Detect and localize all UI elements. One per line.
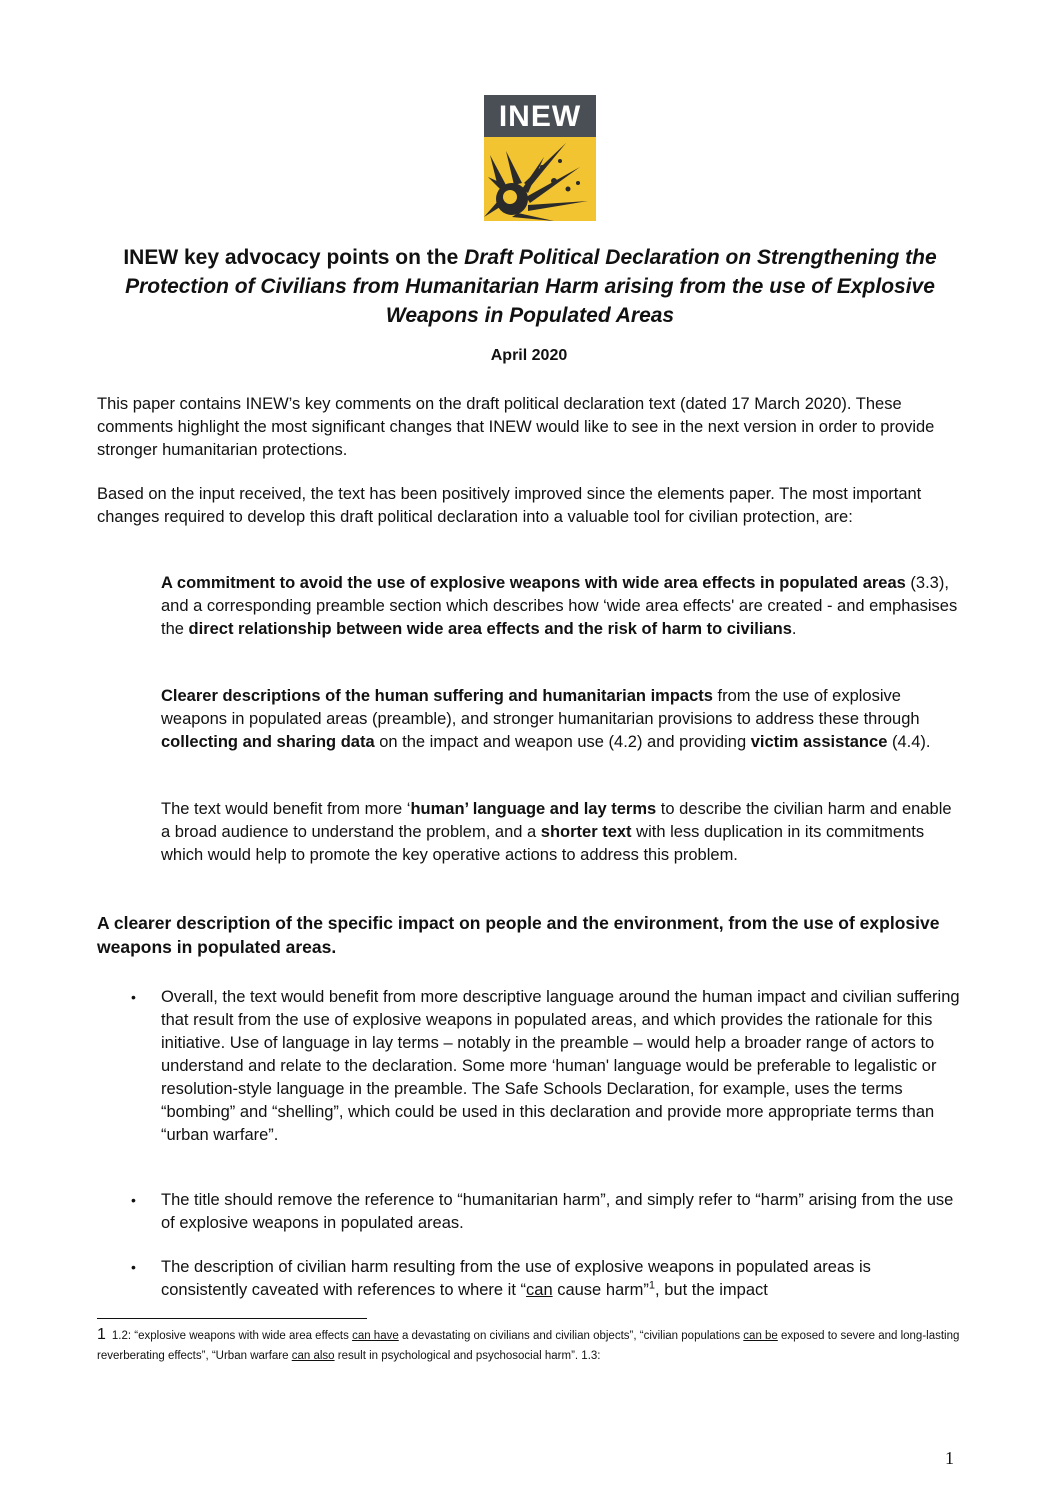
kp3-text-3: with less duplication in its commitments which would help to promote the key operative actions to address this problem. xyxy=(161,823,925,864)
kp2-bold-3: victim assistance xyxy=(750,733,888,751)
key-point-human-suffering xyxy=(161,685,961,754)
footnote xyxy=(97,1325,967,1366)
bullet-dot-icon: • xyxy=(131,1259,136,1275)
footnote-text-4: result in psychological and psychosocial harm”. 1.3: xyxy=(334,1350,601,1362)
logo-text: INEW xyxy=(484,95,596,137)
kp2-bold-2: collecting and sharing data xyxy=(161,733,375,751)
bullet-item xyxy=(131,1189,961,1235)
key-point-wide-area-effects xyxy=(161,572,961,641)
explosion-icon xyxy=(484,137,596,221)
page-number: 1 xyxy=(945,1448,954,1468)
footnote-text-1: 1.2: “explosive weapons with wide area effects xyxy=(111,1330,353,1342)
footnote-underline-1: can have xyxy=(352,1330,399,1342)
kp1-text-1: (3.3), and a corresponding preamble section which describes how ‘wide area effects' are created - and emphasises the xyxy=(161,574,958,638)
bullet-underline: can xyxy=(526,1281,553,1299)
title-part-1: INEW key advocacy points on the xyxy=(123,246,465,269)
document-title xyxy=(100,243,960,330)
bullet-item xyxy=(131,986,961,1147)
key-point-human-language xyxy=(161,798,961,867)
intro-paragraph-2: Based on the input received, the text has been positively improved since the elements paper. The most important changes required to develop this draft political declaration into a valuable tool for civilian protection, are: xyxy=(97,485,922,526)
kp2-text-2: on the impact and weapon use (4.2) and providing xyxy=(374,733,751,751)
bullet-text-3: , but the impact xyxy=(655,1281,768,1299)
bullet-dot-icon: • xyxy=(131,989,136,1005)
kp1-bold-2: direct relationship between wide area effects and the risk of harm to civilians xyxy=(188,620,792,638)
kp2-text-3: (4.4). xyxy=(887,733,931,751)
kp3-text-2: to describe the civilian harm and enable a broad audience to understand the problem, and a xyxy=(161,800,952,841)
bullet-text-1: The description of civilian harm resulting from the use of explosive weapons in populated areas is consistently caveated with references to where it “ xyxy=(161,1258,871,1299)
footnote-divider xyxy=(97,1318,367,1319)
bullet-item xyxy=(131,1256,961,1302)
document-date: April 2020 xyxy=(490,347,568,364)
bullet-text-2: cause harm” xyxy=(552,1281,649,1299)
kp3-bold-1: human’ language and lay terms xyxy=(410,800,657,818)
footnote-underline-3: can also xyxy=(291,1350,335,1362)
section-heading: A clearer description of the specific impact on people and the environment, from the use of explosive weapons in populated areas. xyxy=(97,913,940,957)
kp3-bold-2: shorter text xyxy=(540,823,632,841)
bullet-text: Overall, the text would benefit from more descriptive language around the human impact and civilian suffering that result from the use of explosive weapons in populated areas, and which provides the rationale for this initiative. Use of language in lay terms – notably in the preamble – would help a broader range of actors to understand and relate to the declaration. Some more ‘human' language would be preferable to legalistic or resolution-style language in the preamble. The Safe Schools Declaration, for example, uses the terms “bombing” and “shelling”, which could be used in this declaration and provide more appropriate terms than “urban warfare”. xyxy=(161,988,960,1144)
bullet-text: The title should remove the reference to “humanitarian harm”, and simply refer to “harm” arising from the use of explosive weapons in populated areas. xyxy=(161,1191,954,1232)
footnote-text-2: a devastating on civilians and civilian objects”, “civilian populations xyxy=(398,1330,744,1342)
footnote-reference[interactable]: 1 xyxy=(648,1279,656,1292)
intro-paragraph-1: This paper contains INEW’s key comments on the draft political declaration text (dated 17 March 2020). These comments highlight the most significant changes that INEW would like to see in the next version in order to provide stronger humanitarian protections. xyxy=(97,395,935,459)
kp1-bold-1: A commitment to avoid the use of explosive weapons with wide area effects in populated areas xyxy=(161,574,906,592)
kp2-bold-1: Clearer descriptions of the human suffering and humanitarian impacts xyxy=(161,687,713,705)
footnote-underline-2: can be xyxy=(743,1330,778,1342)
kp3-text-1: The text would benefit from more ‘ xyxy=(161,800,411,818)
title-part-2: Draft Political Declaration on Strengthening the Protection of Civilians from Humanitarian Harm arising from the use of Explosive Weapons in Populated Areas xyxy=(125,246,937,327)
kp1-text-2: . xyxy=(791,620,797,638)
kp2-text-1: from the use of explosive weapons in populated areas (preamble), and stronger humanitarian provisions to address these through xyxy=(161,687,920,728)
bullet-dot-icon: • xyxy=(131,1192,136,1208)
inew-logo xyxy=(484,95,596,221)
footnote-text-3: exposed to severe and long-lasting reverberating effects”, “Urban warfare xyxy=(97,1330,960,1362)
footnote-number: 1 xyxy=(97,1326,106,1343)
